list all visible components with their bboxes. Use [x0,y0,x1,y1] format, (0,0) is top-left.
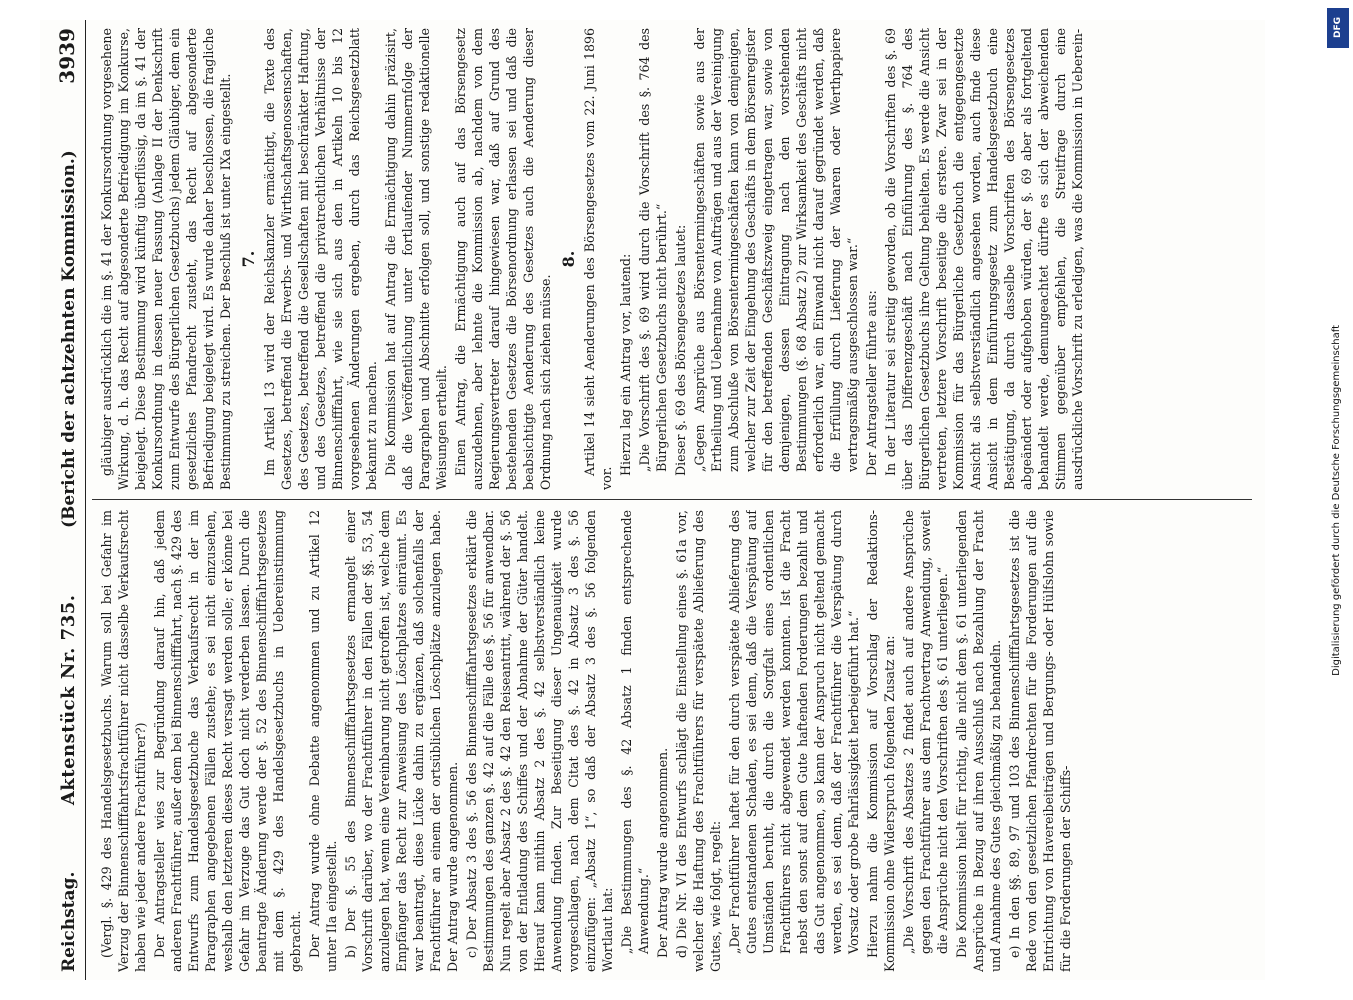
paragraph: Einen Antrag, die Ermächtigung auch auf das Börsengesetz auszudehnen, aber lehnte die Kommission ab, nachdem von dem Regierungsvertreter darauf hingewiesen war, daß auf Grund des bestehenden Gesetzes die Börsenordnung erlassen sei und daß die beabsichtigte Aenderung des Gesetzes auch die Aenderung dieser Ordnung nach sich ziehen müsse. [453,28,553,490]
paragraph: Der Antragsteller führte aus: [864,290,879,476]
paragraph: b) Der §. 55 des Binnenschifffahrtsgesetzes ermangelt einer Vorschrift darüber, wo der Frachtführer in den Fällen der §§. 53, 54 anzulegen hat, wenn eine Vereinbarung nicht getroffen ist, welche dem Empfänger das Recht zur Anweisung des Löschplatzes einräumt. Es war beantragt, diese Lücke dahin zu ergänzen, daß solchenfalls der Frachtführer an einem der ortsüblichen Löschplätze anzulegen habe. Der Antrag wurde angenommen. [343,510,460,972]
page-number: 3939 [55,28,79,84]
rotated-document-page [40,20,1265,980]
header-left: Reichstag. [59,871,79,972]
right-column [98,28,1253,490]
header-right-title: (Bericht der achtzehnten Kommission.) [59,150,79,529]
paragraph: Der Antragsteller wies zur Begründung darauf hin, daß jedem anderen Frachtführer, außer dem bei Binnenschifffahrt, nach §. 429 des Entwurfs zum Handelsgesetzbuche das Verkaufsrecht in der im Paragraphen angegebenen Fällen zustehe; es sei nicht einzusehen, weshalb den letzteren dieses Recht versagt werden solle; er könne bei Gefahr im Verzuge das Gut doch nicht verderben lassen. Durch die beantragte Änderung werde der §. 52 des Binnenschifffahrtsgesetzes mit dem §. 429 des Handelsgesetzbuchs in Uebereinstimmung gebracht. [152,510,303,972]
paragraph: (Vergl. §. 429 des Handelsgesetzbuchs. Warum soll bei Gefahr im Verzug der Binnenschifffahrtsfrachtführer nicht dasselbe Verkaufsrecht haben wie jeder andere Frachtführer?) [99,510,148,972]
paragraph: Hierzu lag ein Antrag vor, lautend: [618,253,633,476]
paragraph: e) In den §§. 89, 97 und 103 des Binnenschifffahrtsgesetzes ist die Rede von den gesetzlichen Pfandrechten für die Forderungen auf die Entrichtung von Havereibeiträgen und Bergungs- oder Hülfslohn sowie für die Forderungen der Schiffs- [1007,510,1073,972]
paragraph: In der Literatur sei streitig geworden, ob die Vorschriften des §. 69 über das Differenzgeschäft nach Einführung des §. 764 des Bürgerlichen Gesetzbuchs ihre Geltung behielten. Es werde die Ansicht vertreten, letztere Vorschrift beseitige die erstere. Zwar sei in der Kommission für das Bürgerliche Gesetzbuch die entgegengesetzte Ansicht als selbstverständlich angesehen worden, auch finde diese Ansicht in dem Einführungsgesetz zum Handelsgesetzbuch eine Bestätigung, da durch dasselbe Vorschriften des Börsengesetzes abgeändert oder aufgehoben würden, der §. 69 aber als fortgeltend behandelt werde, demungeachtet dürfte es sich der abweichenden Stimmen gegenüber empfehlen, die Streitfrage durch eine ausdrückliche Vorschrift zu erledigen, was die Kommission in Ueberein- [883,28,1085,490]
paragraph: c) Der Absatz 3 des §. 56 des Binnenschifffahrtsgesetzes erklärt die Bestimmungen des ganzen §. 42 auf die Fälle des §. 56 für anwendbar. Nun regelt aber Absatz 2 des §. 42 den Reiseantritt, während der §. 56 von der Entladung des Schiffes und der Abnahme der Güter handelt. Hierauf kann mithin Absatz 2 des §. 42 selbstverständlich keine Anwendung finden. Zur Beseitigung dieser Ungenauigkeit wurde vorgeschlagen, nach dem Citat des §. 42 in Absatz 3 des §. 56 einzufügen: „Absatz 1“, so daß der Absatz 3 des §. 56 folgenden Wortlaut hat: [464,510,615,972]
paragraph: Hierzu nahm die Kommission auf Vorschlag der Redaktions-Kommission ohne Widerspruch folgenden Zusatz an: [865,510,897,972]
paragraph: Die Kommission hielt für richtig, alle nicht dem §. 61 unterliegenden Ansprüche in Bezug auf ihren Ausschluß nach Bezahlung der Fracht und Annahme des Gutes gleichmäßig zu behandeln. [954,510,1003,972]
paragraph: Der Antrag wurde angenommen. [655,747,670,958]
quotation: „Der Frachtführer haftet für den durch verspätete Ablieferung des Gutes entstandenen Schaden, es sei denn, daß die Verspätung auf Umständen beruht, die durch die Sorgfalt eines ordentlichen Frachtführers nicht abgewendet werden konnten. Ist die Fracht nebst den sonst auf dem Gute haftenden Forderungen bezahlt und das Gut angenommen, so kann der Anspruch nicht geltend gemacht werden, es sei denn, daß der Frachtführer die Verspätung durch Vorsatz oder grobe Fahrlässigkeit herbeigeführt hat.“ [727,510,861,954]
paragraph: Im Artikel 13 wird der Reichskanzler ermächtigt, die Texte des Gesetzes, betreffend die Erwerbs- und Wirthschaftsgenossenschaften, des Gesetzes, betreffend die Gesellschaften mit beschränkter Haftung, und des Gesetzes, betreffend die privatrechtlichen Verhältnisse der Binnenschifffahrt, wie sie sich aus den in Artikeln 10 bis 12 vorgesehenen Änderungen ergeben, durch das Reichsgesetzblatt bekannt zu machen. [262,28,379,490]
page-header [40,20,86,980]
credit-text: Digitalisierung gefördert durch die Deutsche Forschungsgemeinschaft [1330,324,1342,676]
paragraph: Artikel 14 sieht Aenderungen des Börsengesetzes vom 22. Juni 1896 vor. [582,28,614,490]
column-divider [92,499,1252,500]
quotation: „Die Bestimmungen des §. 42 Absatz 1 finden entsprechende Anwendung.“ [619,510,651,954]
section-number: 8. [559,250,578,268]
header-center: Aktenstück Nr. 735. [58,594,79,806]
digitization-credit [1325,8,1347,992]
dfg-logo-text: DFG [1333,17,1343,39]
paragraph: gläubiger ausdrücklich die im §. 41 der Konkursordnung vorgesehene Wirkung, d. h. das Recht auf abgesonderte Befriedigung im Konkurse, beigelegt. Diese Bestimmung wird künftig überflüssig, da im §. 41 der Konkursordnung in dessen neuer Fassung (Anlage II der Denkschrift zum Entwurfe des Bürgerlichen Gesetzbuchs) jedem Gläubiger, dem ein gesetzliches Pfandrecht zusteht, das Recht auf abgesonderte Befriedigung beigelegt wird. Es wurde daher beschlossen, die fragliche Bestimmung zu streichen. Der Beschluß ist unter IXa eingestellt. [99,28,233,490]
paragraph: Die Kommission hat auf Antrag die Ermächtigung dahin präzisirt, daß die Veröffentlichung unter fortlaufender Nummernfolge der Paragraphen und Abschnitte erfolgen soll, und sonstige redaktionelle Weisungen ertheilt. [383,28,449,490]
quotation: „Gegen Ansprüche aus Börsentermingeschäften sowie aus der Ertheilung und Uebernahme von Aufträgen und aus der Vereinigung zum Abschluße von Börsentermingeschäften kann von demjenigen, welcher zur Zeit der Eingehung des Geschäfts in dem Börsenregister für den betreffenden Geschäftszweig eingetragen war, sowie von demjenigen, dessen Eintragung nach den vorstehenden Bestimmungen (§. 68 Absatz 2) zur Wirksamkeit des Geschäfts nicht erforderlich war, ein Einwand nicht darauf gegründet werden, daß die Erfüllung durch Lieferung der Waaren oder Werthpapiere vertragsmäßig ausgeschlossen war.“ [692,28,860,472]
paragraph: Dieser §. 69 des Börsengesetzes lautet: [673,224,688,476]
quotation: „Die Vorschrift des Absatzes 2 findet auch auf andere Ansprüche gegen den Frachtführer aus dem Frachtvertrag Anwendung, soweit die Ansprüche nicht den Vorschriften des §. 61 unterliegen.“ [901,510,950,954]
left-column [98,510,1253,972]
quotation: „Die Vorschrift des §. 69 wird durch die Vorschrift des §. 764 des Bürgerlichen Gesetzbuchs nicht berührt.“ [637,28,669,472]
section-number: 7. [239,250,258,268]
paragraph: Der Antrag wurde ohne Debatte angenommen und zu Artikel 12 unter IIa eingestellt. [307,510,339,972]
paragraph: d) Die Nr. VI des Entwurfs schlägt die Einstellung eines §. 61a vor, welcher die Haftung des Frachtführers für verspätete Ablieferung des Gutes, wie folgt, regelt: [674,510,723,972]
